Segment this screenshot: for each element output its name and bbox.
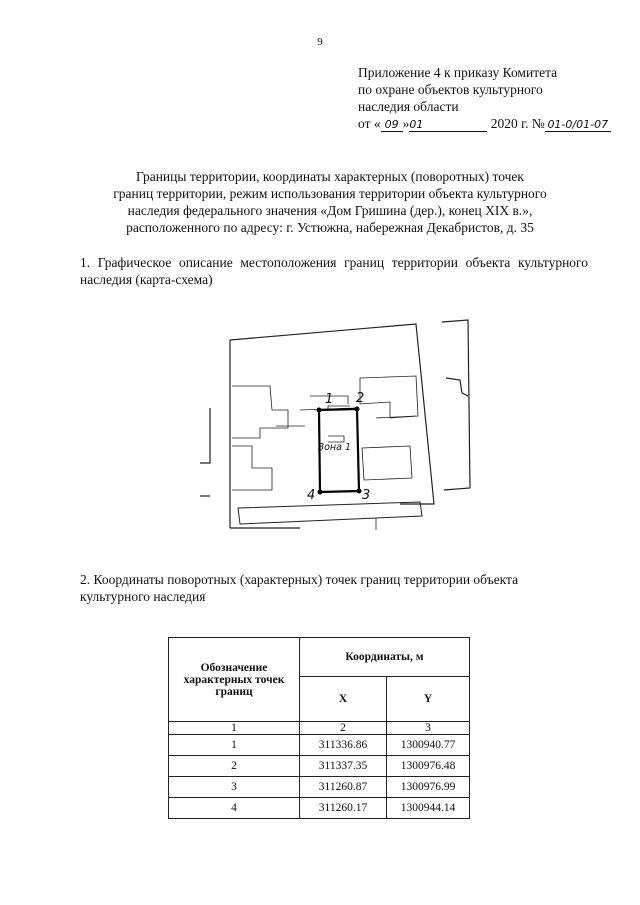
map-point-4	[318, 490, 323, 495]
map-point-2	[355, 407, 360, 412]
table-row	[169, 777, 470, 798]
map-label-1: 1	[325, 392, 334, 407]
header-coordinates: Координаты, м	[300, 638, 470, 677]
x-cell: 311336.86	[300, 735, 387, 756]
page-number: 9	[317, 36, 323, 48]
map-label-4: 4	[307, 488, 316, 503]
map-scheme	[180, 318, 480, 538]
title-line-1: Границы территории, координаты характерных (поворотных) точек	[136, 169, 524, 184]
numbering-cell: 3	[387, 722, 470, 735]
map-point-3	[357, 489, 362, 494]
header-x: X	[300, 677, 387, 722]
x-cell: 311260.17	[300, 798, 387, 819]
date-prefix: от «	[358, 116, 381, 131]
x-cell: 311260.87	[300, 777, 387, 798]
section-2-heading: 2. Координаты поворотных (характерных) точек границ территории объекта культурного наследия	[80, 572, 519, 604]
map-point-1	[317, 408, 322, 413]
y-cell: 1300944.14	[387, 798, 470, 819]
title-line-4: расположенного по адресу: г. Устюжна, набережная Декабристов, д. 35	[126, 220, 534, 235]
title-line-3: наследия федерального значения «Дом Гришина (дер.), конец XIX в.»,	[127, 203, 533, 218]
map-label-3: 3	[362, 488, 371, 503]
date-year: 2020	[490, 116, 518, 131]
appendix-line-2: по охране объектов культурного	[358, 82, 543, 97]
coordinates-table	[168, 637, 470, 819]
date-month: 01	[409, 118, 487, 132]
date-day: 09	[381, 118, 403, 132]
table-row	[169, 735, 470, 756]
numbering-row	[169, 722, 470, 735]
point-cell: 2	[169, 756, 300, 777]
point-cell: 4	[169, 798, 300, 819]
table-row	[169, 798, 470, 819]
map-block-outline	[230, 324, 434, 504]
y-cell: 1300976.48	[387, 756, 470, 777]
point-cell: 1	[169, 735, 300, 756]
zone-label: Зона 1	[318, 442, 351, 453]
numbering-cell: 1	[169, 722, 300, 735]
y-cell: 1300940.77	[387, 735, 470, 756]
map-label-2: 2	[356, 391, 365, 406]
y-cell: 1300976.99	[387, 777, 470, 798]
point-cell: 3	[169, 777, 300, 798]
x-cell: 311337.35	[300, 756, 387, 777]
date-mid: »	[402, 116, 410, 131]
date-year-suffix: г. №	[517, 116, 545, 131]
table-row	[169, 756, 470, 777]
appendix-line-3: наследия области	[358, 99, 459, 114]
header-y: Y	[387, 677, 470, 722]
section-1-heading: 1. Графическое описание местоположения границ территории объекта культурного наследия (карта-схема)	[80, 255, 588, 287]
order-number: 01-0/01-07	[545, 118, 611, 132]
numbering-cell: 2	[300, 722, 387, 735]
appendix-date-line	[358, 115, 633, 132]
appendix-line-1: Приложение 4 к приказу Комитета	[358, 65, 558, 80]
title-line-2: границ территории, режим использования территории объекта культурного	[113, 186, 547, 201]
document-title	[60, 168, 600, 236]
header-point-designation: Обозначение характерных точек границ	[169, 638, 300, 722]
appendix-header	[358, 64, 633, 132]
